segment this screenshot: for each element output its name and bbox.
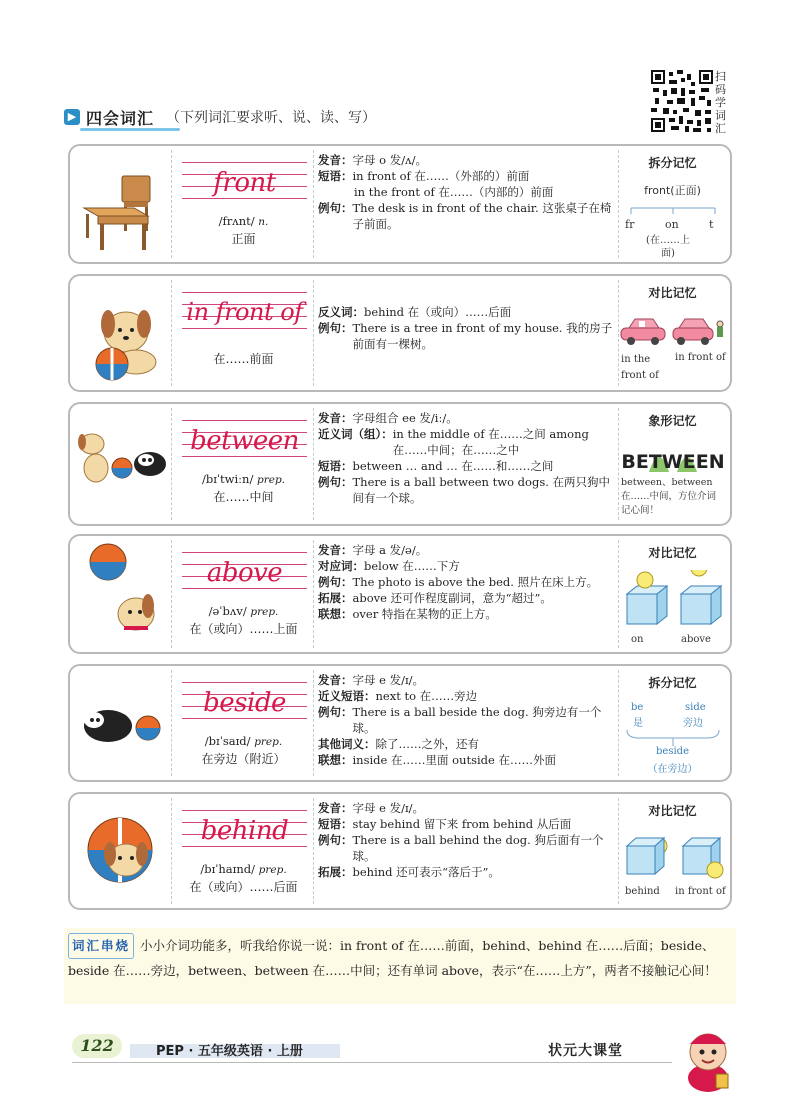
- arrow-icon: ▶: [64, 109, 80, 125]
- footer-divider: [72, 1062, 672, 1063]
- picture-cell: [74, 280, 172, 386]
- memory-title: 拆分记忆: [648, 676, 697, 690]
- info-cell: 发音： 字母 e 发/ɪ/。 短语： stay behind 留下来 from behind 从后面 例句： There is a ball behind the dog. 狗后面有一个球。 拓展： behind 还可表示“落后于”。: [318, 801, 604, 879]
- writing-lines: [182, 162, 307, 208]
- section-header: [64, 106, 376, 128]
- writing-lines: [182, 292, 307, 338]
- info-cell: 发音： 字母 e 发/ɪ/。 近义短语： next to 在……旁边 例句： There is a ball beside the dog. 狗旁边有一个球。 其他词义： 除了……之外，还有 联想： inside 在……里面 outside 在……外面: [318, 673, 602, 767]
- memory-cell: 拆分记忆 front(正面) fr on t (在……上面): [618, 150, 726, 258]
- vocab-card-front: [68, 144, 732, 264]
- memory-title: 拆分记忆: [648, 156, 697, 170]
- memory-top: front(正面): [644, 184, 701, 197]
- phonetic: /bɪˈsaɪd/ prep.: [204, 734, 283, 748]
- meaning: 在（或向）……上面: [189, 622, 298, 636]
- writing-lines: [182, 552, 307, 598]
- meaning: 在旁边（附近）: [201, 752, 286, 766]
- ball-above-dog-illustration: [74, 540, 172, 648]
- picture-cell: [74, 150, 172, 258]
- vocab-card-above: [68, 534, 732, 654]
- behind-front-cubes-icon: [619, 832, 727, 882]
- word-cell: [174, 150, 314, 258]
- vocab-word: above: [206, 558, 283, 588]
- memory-title: 对比记忆: [648, 546, 697, 560]
- info-cell: 发音： 字母 a 发/ə/。 对应词： below 在……下方 例句： The photo is above the bed. 照片在床上方。 拓展： above 还可作程度副词，意为“超过”。 联想： over 特指在某物的正上方。: [318, 543, 599, 621]
- section-underline: [80, 128, 180, 131]
- picture-cell: [74, 540, 172, 648]
- phonetic: /frʌnt/ n.: [218, 214, 269, 228]
- vocab-card-in-front-of: [68, 274, 732, 392]
- vocab-card-behind: [68, 792, 732, 910]
- book-title: PEP · 五年级英语 · 上册: [156, 1044, 303, 1059]
- word-cell: [174, 408, 314, 520]
- meaning: 正面: [231, 232, 256, 246]
- memory-title: 对比记忆: [648, 804, 697, 818]
- meaning: 在（或向）……后面: [189, 880, 298, 894]
- memory-title: 象形记忆: [648, 414, 697, 428]
- two-dogs-ball-illustration: [74, 408, 172, 520]
- memory-cell: 对比记忆 in the front of in front of: [618, 280, 726, 386]
- memory-cell: 对比记忆 on above: [618, 540, 726, 648]
- picture-cell: [74, 408, 172, 520]
- dog-ball-illustration: [74, 280, 172, 386]
- vocab-word: in front of: [186, 298, 303, 326]
- phonetic: /bɪˈhaɪnd/ prep.: [200, 862, 287, 876]
- memory-cell: 对比记忆 behind in front of: [618, 798, 726, 904]
- phonetic: /bɪˈtwiːn/ prep.: [201, 472, 286, 486]
- qr-caption: 扫码学词汇: [715, 70, 726, 135]
- dog-beside-ball-illustration: [74, 670, 172, 776]
- writing-lines: [182, 420, 307, 466]
- writing-lines: [182, 682, 307, 728]
- section-note: （下列词汇要求听、说、读、写）: [166, 110, 377, 126]
- summary-box: [64, 928, 736, 1004]
- memory-title: 对比记忆: [648, 286, 697, 300]
- memory-cell: 象形记忆 BETWEEN between、between 在……中间，方位介词记心间！: [618, 408, 726, 520]
- word-cell: [174, 798, 314, 904]
- merge-bracket: [619, 728, 727, 748]
- picture-cell: [74, 798, 172, 904]
- memory-graphic: BETWEEN: [621, 451, 725, 473]
- between-mountains-icon: [619, 438, 727, 474]
- summary-tag: 词汇串烧: [68, 933, 134, 959]
- ball-behind-dog-illustration: [74, 798, 172, 904]
- vocab-card-between: [68, 402, 732, 526]
- on-above-cubes-icon: [619, 570, 727, 630]
- vocab-word: beside: [203, 688, 286, 718]
- memory-cell: 拆分记忆 be 是 side 旁边 beside （在旁边）: [618, 670, 726, 776]
- page-number: 122: [72, 1034, 122, 1058]
- cars-illustration: [619, 314, 727, 350]
- meaning: 在……中间: [213, 490, 274, 504]
- writing-lines: [182, 810, 307, 856]
- word-cell: [174, 670, 314, 776]
- vocab-word: front: [213, 168, 276, 198]
- section-title: 四会词汇: [86, 108, 155, 128]
- info-cell: 发音： 字母组合 ee 发/iː/。 近义词（组）： in the middle of 在……之间 among 在……中间；在……之中 短语： between … and … 在……和……之间 例句： There is a ball between two dogs. 在两只狗中间有一个球。: [318, 411, 611, 505]
- info-cell: 反义词： behind 在（或向）……后面 例句： There is a tree in front of my house. 我的房子前面有一棵树。: [318, 305, 613, 351]
- picture-cell: [74, 670, 172, 776]
- word-cell: [174, 540, 314, 648]
- summary-text: 小小介词功能多，听我给你说一说：in front of 在……前面，behind、behind 在……后面；beside、beside 在……旁边，between、between 在……中间；还有单词 above，表示“在……上方”，两者不接触记心间！: [68, 938, 717, 978]
- vocab-word: between: [190, 426, 299, 456]
- meaning: 在……前面: [213, 352, 274, 366]
- vocab-card-beside: [68, 664, 732, 782]
- vocab-word: behind: [200, 816, 289, 846]
- mascot-icon: [676, 1022, 740, 1094]
- desk-chair-illustration: [74, 150, 172, 258]
- phonetic: /əˈbʌv/ prep.: [208, 604, 279, 618]
- qr-code[interactable]: [651, 70, 713, 132]
- publisher-brand: 状元大课堂: [548, 1043, 623, 1059]
- word-cell: [174, 280, 314, 386]
- info-cell: 发音： 字母 o 发/ʌ/。 短语： in front of 在……（外部的）前面 in the front of 在……（内部的）前面 例句： The desk is in front of the chair. 这张桌子在椅子前面。: [318, 153, 612, 231]
